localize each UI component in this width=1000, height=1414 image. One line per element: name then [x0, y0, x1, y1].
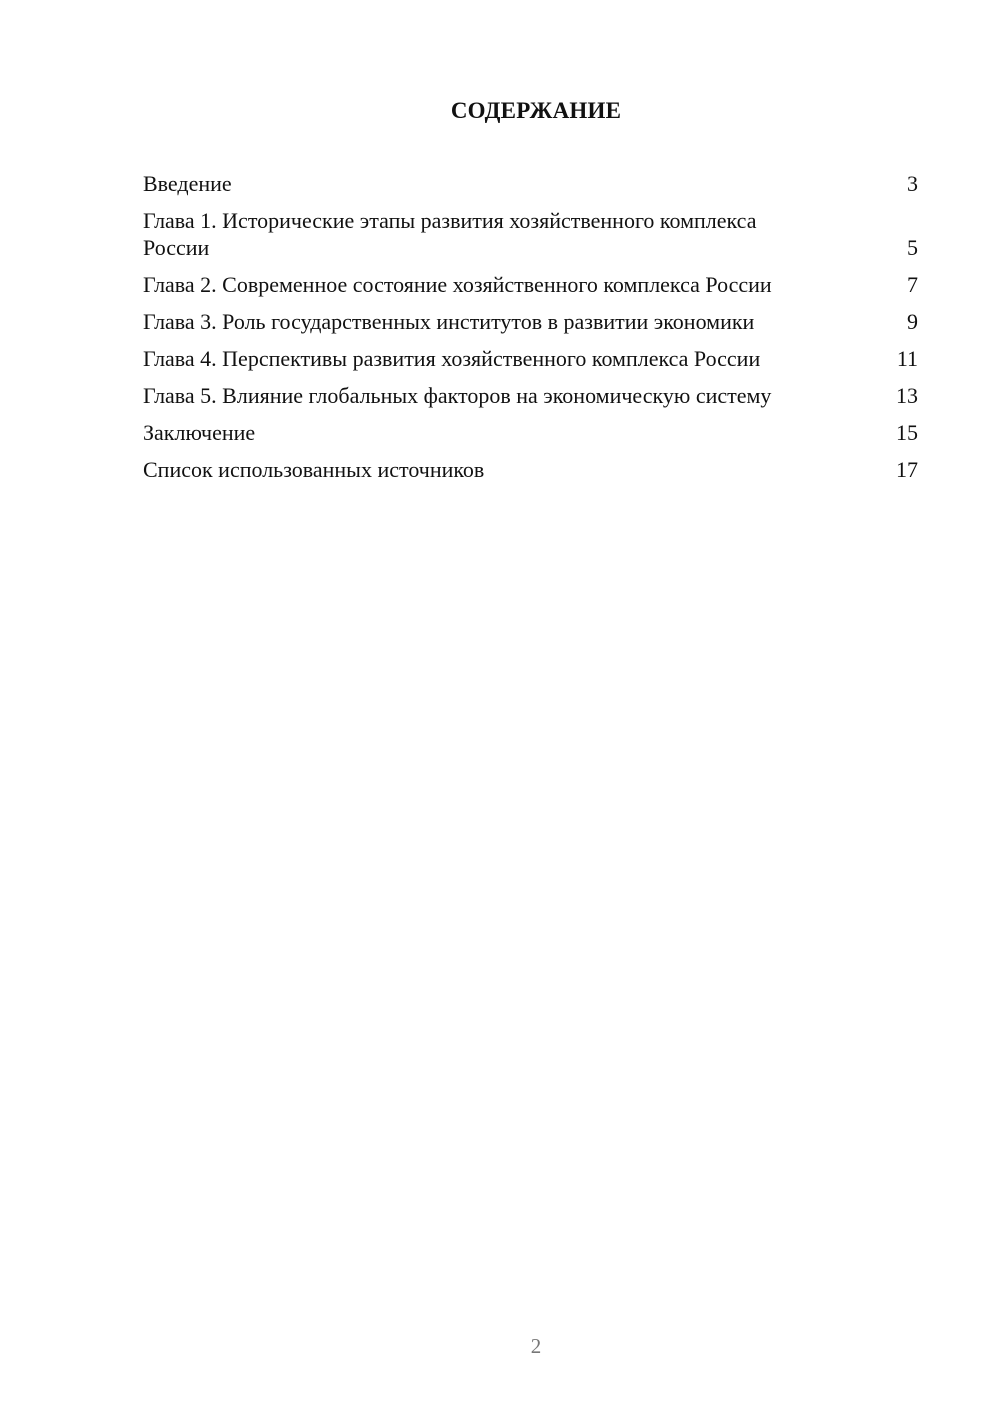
toc-entry-text: Список использованных источников: [143, 457, 485, 482]
toc-entry-chapter-4: [143, 345, 918, 372]
toc-entry-chapter-1: [143, 207, 918, 261]
toc-entry-chapter-2: [143, 271, 918, 298]
toc-entry-text: Глава 5. Влияние глобальных факторов на экономическую систему: [143, 383, 772, 408]
toc-entry-text: Заключение: [143, 420, 256, 445]
toc-entry-introduction: [143, 170, 918, 197]
toc-entry-page: 13: [896, 383, 918, 408]
toc-entry-page: 15: [896, 420, 918, 445]
toc-entry-references: [143, 456, 918, 483]
table-of-contents: [143, 170, 918, 493]
toc-entry-page: 7: [907, 272, 918, 297]
toc-entry-text: Введение: [143, 171, 232, 196]
toc-entry-page: 3: [907, 171, 918, 196]
toc-entry-page: 11: [896, 346, 918, 371]
page-number: 2: [530, 1334, 542, 1358]
toc-entry-text: Глава 2. Современное состояние хозяйственного комплекса России: [143, 272, 772, 297]
toc-entry-text: Глава 3. Роль государственных институтов в развитии экономики: [143, 309, 755, 334]
toc-entry-text: Глава 4. Перспективы развития хозяйственного комплекса России: [143, 346, 761, 371]
toc-entry-page: 5: [907, 235, 918, 260]
toc-entry-page: 17: [896, 457, 918, 482]
toc-entry-conclusion: [143, 419, 918, 446]
toc-entry-page: 9: [907, 309, 918, 334]
toc-entry-chapter-5: [143, 382, 918, 409]
page-title: СОДЕРЖАНИЕ: [450, 98, 622, 123]
toc-entry-text: Глава 1. Исторические этапы развития хозяйственного комплекса России: [143, 208, 757, 260]
toc-entry-chapter-3: [143, 308, 918, 335]
